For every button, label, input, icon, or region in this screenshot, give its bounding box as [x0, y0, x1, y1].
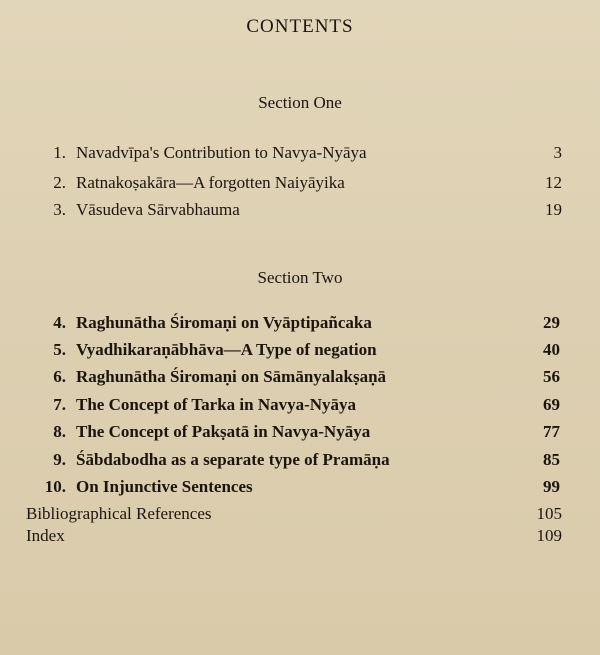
toc-entry: [0, 365, 600, 389]
entry-number: 3.: [53, 200, 66, 219]
entry-page: 99: [543, 477, 560, 496]
toc-entry: [0, 311, 600, 335]
entry-title: The Concept of Tarka in Navya-Nyāya: [76, 395, 357, 414]
toc-entry: [0, 198, 600, 222]
entry-page: 56: [543, 367, 560, 386]
toc-entry: [0, 338, 600, 362]
entry-title: Index: [26, 526, 65, 545]
entry-page: 105: [536, 504, 562, 523]
entry-title: Vyadhikaraṇābhāva—A Type of negation: [76, 340, 377, 359]
toc-entry: [0, 502, 600, 526]
entry-number: 2.: [53, 173, 66, 192]
entry-number: 6.: [53, 367, 66, 386]
toc-entry: [0, 448, 600, 472]
section-two-heading: Section Two: [257, 268, 343, 287]
entry-number: 5.: [53, 340, 66, 359]
entry-number: 4.: [53, 313, 66, 332]
entry-title: Raghunātha Śiromaṇi on Vyāptipañcaka: [76, 313, 372, 332]
page-title: CONTENTS: [246, 16, 354, 37]
toc-entry: [0, 420, 600, 444]
entry-title: Ratnakoṣakāra—A forgotten Naiyāyika: [76, 173, 345, 192]
entry-title: On Injunctive Sentences: [76, 477, 253, 496]
entry-page: 3: [553, 143, 562, 162]
section-one-heading: Section One: [258, 93, 342, 112]
entry-number: 10.: [44, 477, 66, 496]
entry-number: 8.: [53, 422, 66, 441]
entry-title: Śābdabodha as a separate type of Pramāṇa: [76, 450, 390, 469]
entry-number: 9.: [53, 450, 66, 469]
entry-page: 12: [545, 173, 562, 192]
entry-title: Vāsudeva Sārvabhauma: [76, 200, 240, 219]
entry-number: 1.: [53, 143, 66, 162]
entry-page: 77: [543, 422, 560, 441]
toc-entry: [0, 524, 600, 548]
entry-page: 29: [543, 313, 560, 332]
toc-entry: [0, 171, 600, 195]
entry-page: 69: [543, 395, 560, 414]
entry-page: 85: [543, 450, 560, 469]
entry-title: Bibliographical References: [26, 504, 212, 523]
entry-title: The Concept of Pakṣatā in Navya-Nyāya: [76, 422, 371, 441]
entry-page: 19: [545, 200, 562, 219]
entry-title: Navadvīpa's Contribution to Navya-Nyāya: [76, 143, 367, 162]
entry-page: 40: [543, 340, 560, 359]
toc-entry: [0, 141, 600, 165]
entry-number: 7.: [53, 395, 66, 414]
entry-page: 109: [536, 526, 562, 545]
toc-entry: [0, 475, 600, 499]
toc-entry: [0, 393, 600, 417]
entry-title: Raghunātha Śiromaṇi on Sāmānyalakṣaṇā: [76, 367, 387, 386]
